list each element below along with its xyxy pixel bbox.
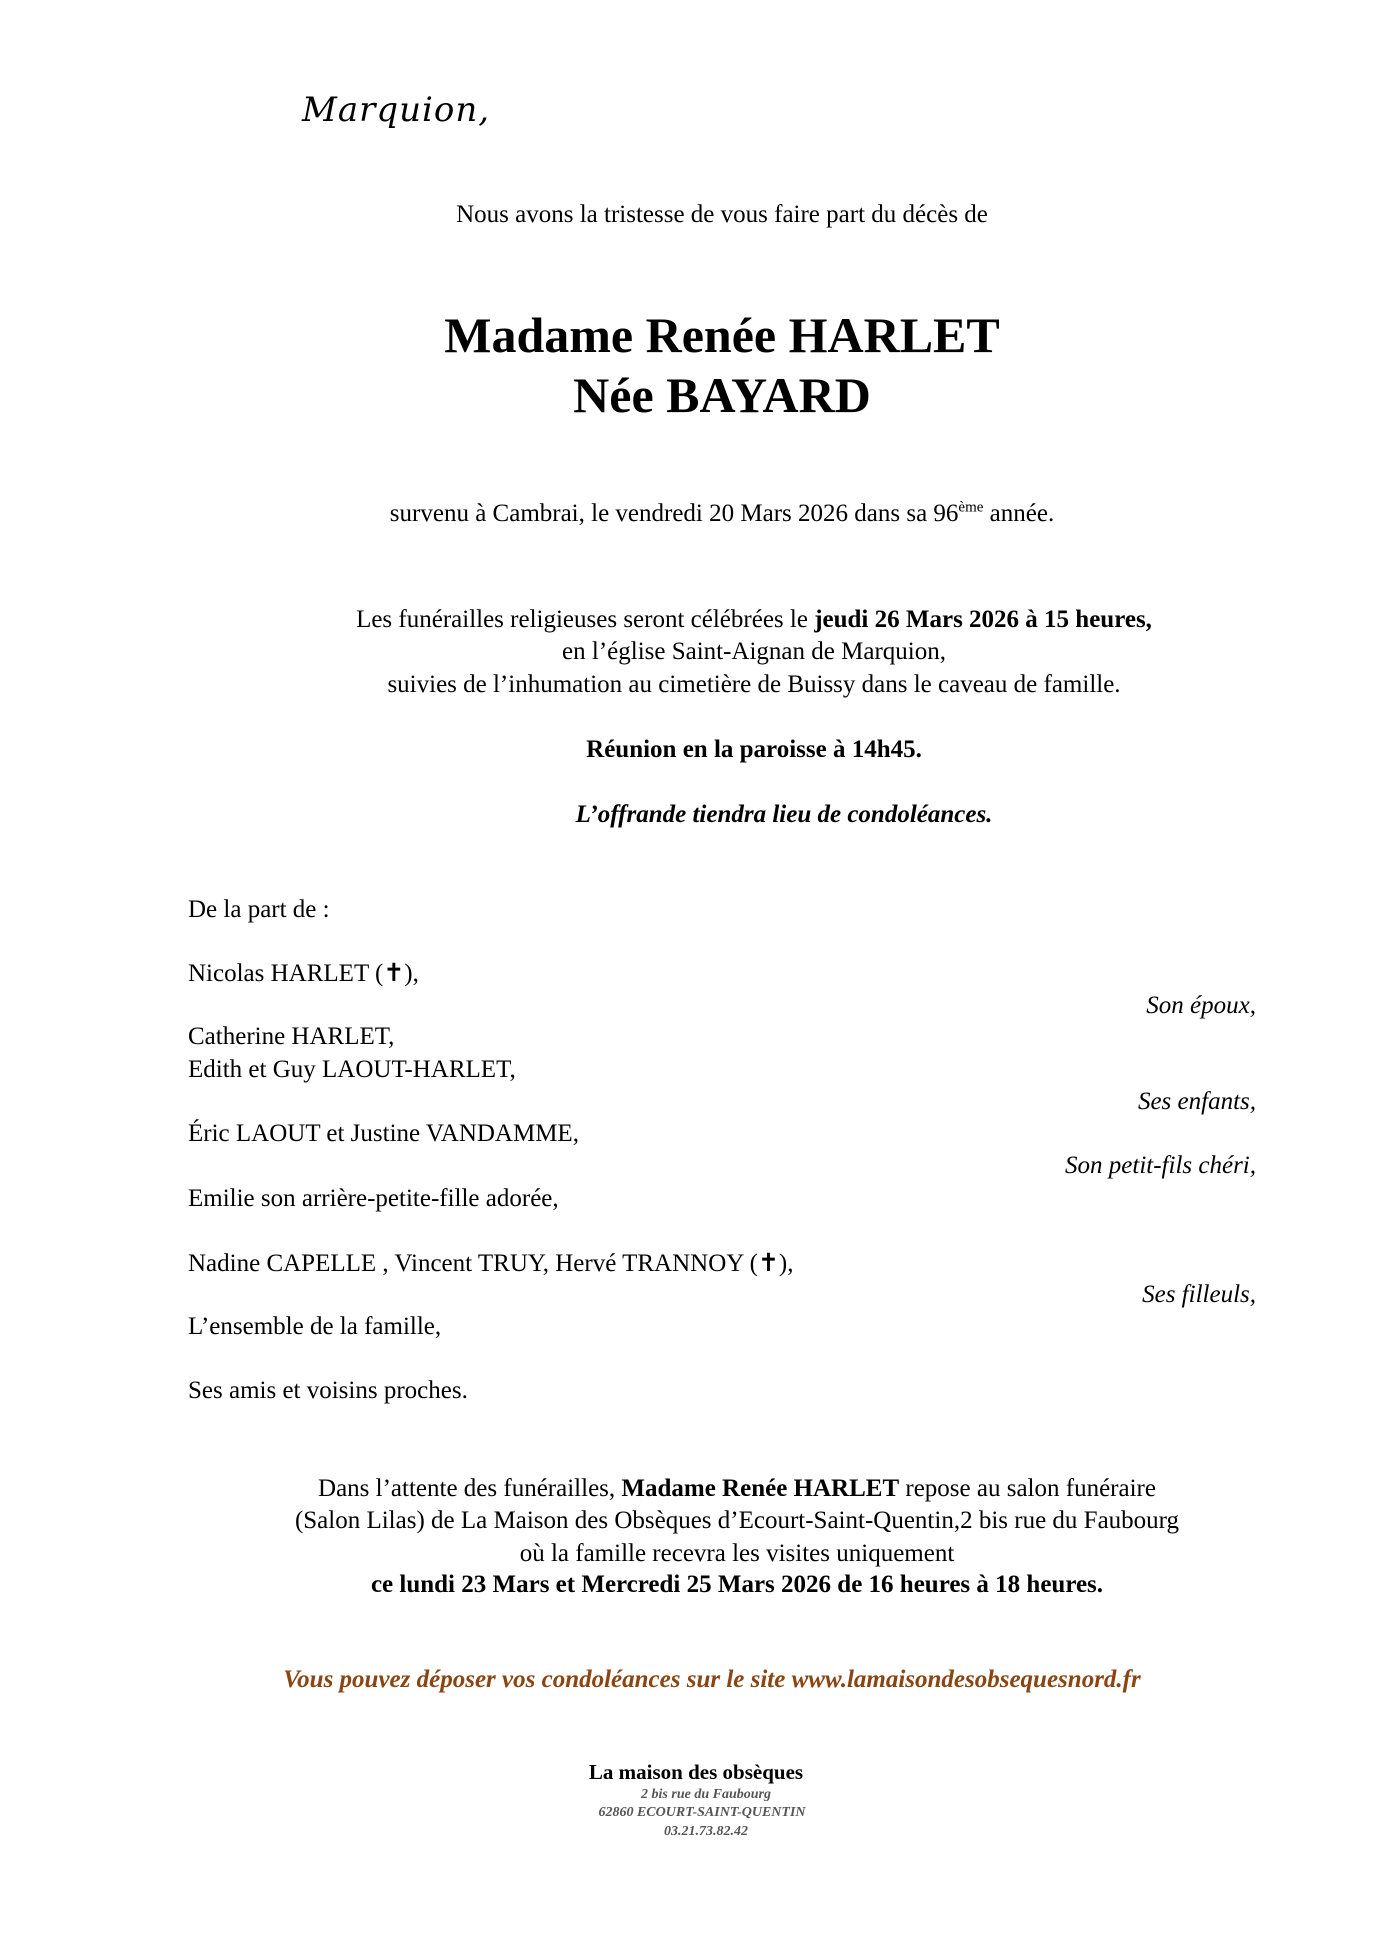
reunion-text: Réunion en la paroisse à 14h45. xyxy=(586,736,922,763)
funeral-line-1 xyxy=(356,605,1152,635)
relation-label: Son époux, xyxy=(1146,992,1256,1019)
from-label: De la part de : xyxy=(188,896,330,923)
relation-label: Ses filleuls, xyxy=(1142,1281,1256,1308)
visit-text: Dans l’attente des funérailles, xyxy=(318,1475,622,1502)
footer-company: La maison des obsèques xyxy=(588,1760,804,1784)
family-member: Nadine CAPELLE , Vincent TRUY, Hervé TRANNOY (✝), xyxy=(188,1250,794,1277)
death-text-end: année. xyxy=(983,500,1055,527)
death-text: survenu à Cambrai, le vendredi 20 Mars 2026 dans sa 96 xyxy=(389,500,959,527)
maiden-name: Née BAYARD xyxy=(573,367,871,423)
death-notice xyxy=(390,499,1054,529)
family-member: Catherine HARLET, xyxy=(188,1023,395,1050)
ordinal-suffix: ème xyxy=(958,499,984,516)
footer-city: 62860 ECOURT-SAINT-QUENTIN xyxy=(598,1805,806,1820)
footer-address: 2 bis rue du Faubourg xyxy=(641,1787,771,1802)
family-member: Emilie son arrière-petite-fille adorée, xyxy=(188,1185,559,1212)
visit-line-3: où la famille recevra les visites uniquement xyxy=(519,1540,955,1567)
funeral-date: jeudi 26 Mars 2026 à 15 heures, xyxy=(814,606,1152,633)
place-signature: Marquion, xyxy=(302,90,491,130)
footer-phone: 03.21.73.82.42 xyxy=(664,1824,748,1839)
deceased-name: Madame Renée HARLET xyxy=(444,307,1000,363)
visit-line-2: (Salon Lilas) de La Maison des Obsèques d’Ecourt-Saint-Quentin,2 bis rue du Faubourg xyxy=(294,1507,1180,1534)
funeral-line-3: suivies de l’inhumation au cimetière de Buissy dans le caveau de famille. xyxy=(387,671,1121,698)
visit-line-4: ce lundi 23 Mars et Mercredi 25 Mars 2026 de 16 heures à 18 heures. xyxy=(370,1571,1104,1598)
funeral-line-2: en l’église Saint-Aignan de Marquion, xyxy=(562,638,946,665)
funeral-text: Les funérailles religieuses seront célébrées le xyxy=(356,606,815,633)
family-member: Nicolas HARLET (✝), xyxy=(188,960,419,987)
relation-label: Ses enfants, xyxy=(1137,1088,1256,1115)
family-member: Ses amis et voisins proches. xyxy=(188,1377,468,1404)
visit-name: Madame Renée HARLET xyxy=(621,1475,900,1502)
website-link[interactable]: Vous pouvez déposer vos condoléances sur le site www.lamaisondesobsequesnord.fr xyxy=(283,1666,1141,1693)
offrande-text: L’offrande tiendra lieu de condoléances. xyxy=(575,801,993,828)
relation-label: Son petit-fils chéri, xyxy=(1065,1152,1256,1179)
intro-text: Nous avons la tristesse de vous faire part du décès de xyxy=(456,201,988,228)
family-member: L’ensemble de la famille, xyxy=(188,1313,442,1340)
family-member: Éric LAOUT et Justine VANDAMME, xyxy=(188,1120,579,1147)
visit-line-1 xyxy=(318,1474,1156,1504)
family-member: Edith et Guy LAOUT-HARLET, xyxy=(188,1056,516,1083)
visit-text-end: repose au salon funéraire xyxy=(899,1475,1156,1502)
